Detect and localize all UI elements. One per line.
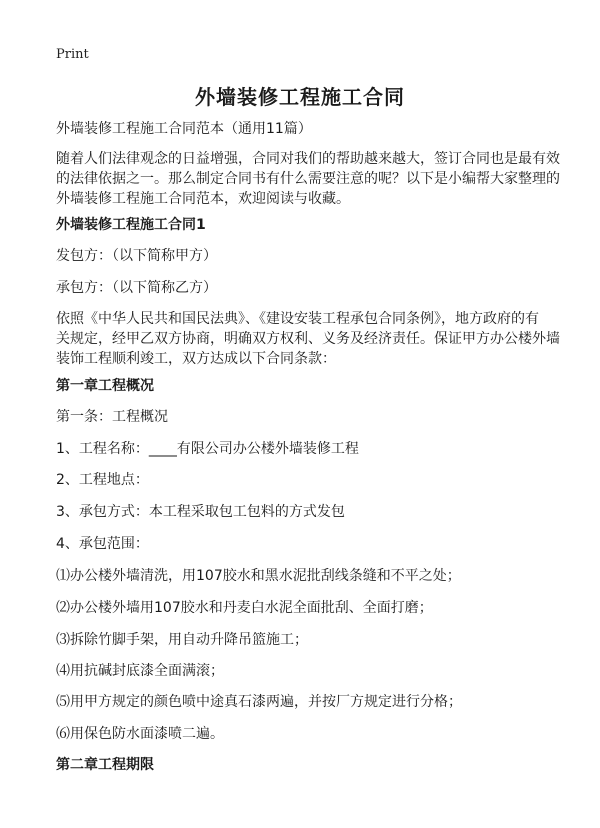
section-title: 外墙装修工程施工合同1: [56, 217, 206, 233]
chapter-1-title: 第一章工程概况: [56, 378, 154, 394]
item-contract-method: 3、承包方式：本工程采取包工包料的方式发包: [56, 504, 345, 520]
print-link[interactable]: Print: [56, 47, 89, 62]
party-a-line: 发包方：（以下简称甲方）: [56, 248, 217, 264]
item-project-name: 1、工程名称：____有限公司办公楼外墙装修工程: [56, 441, 359, 457]
scope-item: ⑴办公楼外墙清洗，用107胶水和黑水泥批刮线条缝和不平之处；: [56, 568, 461, 584]
basis-paragraph: [56, 309, 560, 369]
intro-line: 外墙装修工程施工合同范本，欢迎阅读与收藏。: [56, 191, 350, 207]
document-title: 外墙装修工程施工合同: [195, 85, 405, 109]
chapter-2-title: 第二章工程期限: [56, 757, 154, 773]
document-subtitle: 外墙装修工程施工合同范本（通用11篇）: [56, 121, 312, 137]
scope-item: ⑸用甲方规定的颜色喷中途真石漆两遍，并按厂方规定进行分格；: [56, 694, 462, 710]
intro-line: 随着人们法律观念的日益增强，合同对我们的帮助越来越大，签订合同也是最有效: [56, 151, 560, 167]
basis-line: 关规定，经甲乙双方协商，明确双方权利、义务及经济责任。保证甲方办公楼外墙: [56, 331, 560, 347]
article-1-title: 第一条：工程概况: [56, 409, 168, 425]
basis-line: 装饰工程顺利竣工，双方达成以下合同条款：: [56, 351, 336, 367]
scope-item: ⑷用抗碱封底漆全面满滚；: [56, 663, 224, 679]
item-project-location: 2、工程地点：: [56, 472, 149, 488]
intro-line: 的法律依据之一。那么制定合同书有什么需要注意的呢？以下是小编帮大家整理的: [56, 171, 560, 187]
scope-item: ⑶拆除竹脚手架，用自动升降吊篮施工；: [56, 632, 308, 648]
basis-line: 依照《中华人民共和国民法典》、《建设安装工程承包合同条例》，地方政府的有: [56, 311, 539, 327]
scope-item: ⑵办公楼外墙用107胶水和丹麦白水泥全面批刮、全面打磨；: [56, 600, 433, 616]
item-contract-scope: 4、承包范围：: [56, 536, 149, 552]
intro-paragraph: [56, 149, 560, 209]
scope-item: ⑹用保色防水面漆喷二遍。: [56, 726, 224, 742]
party-b-line: 承包方：（以下简称乙方）: [56, 280, 217, 296]
